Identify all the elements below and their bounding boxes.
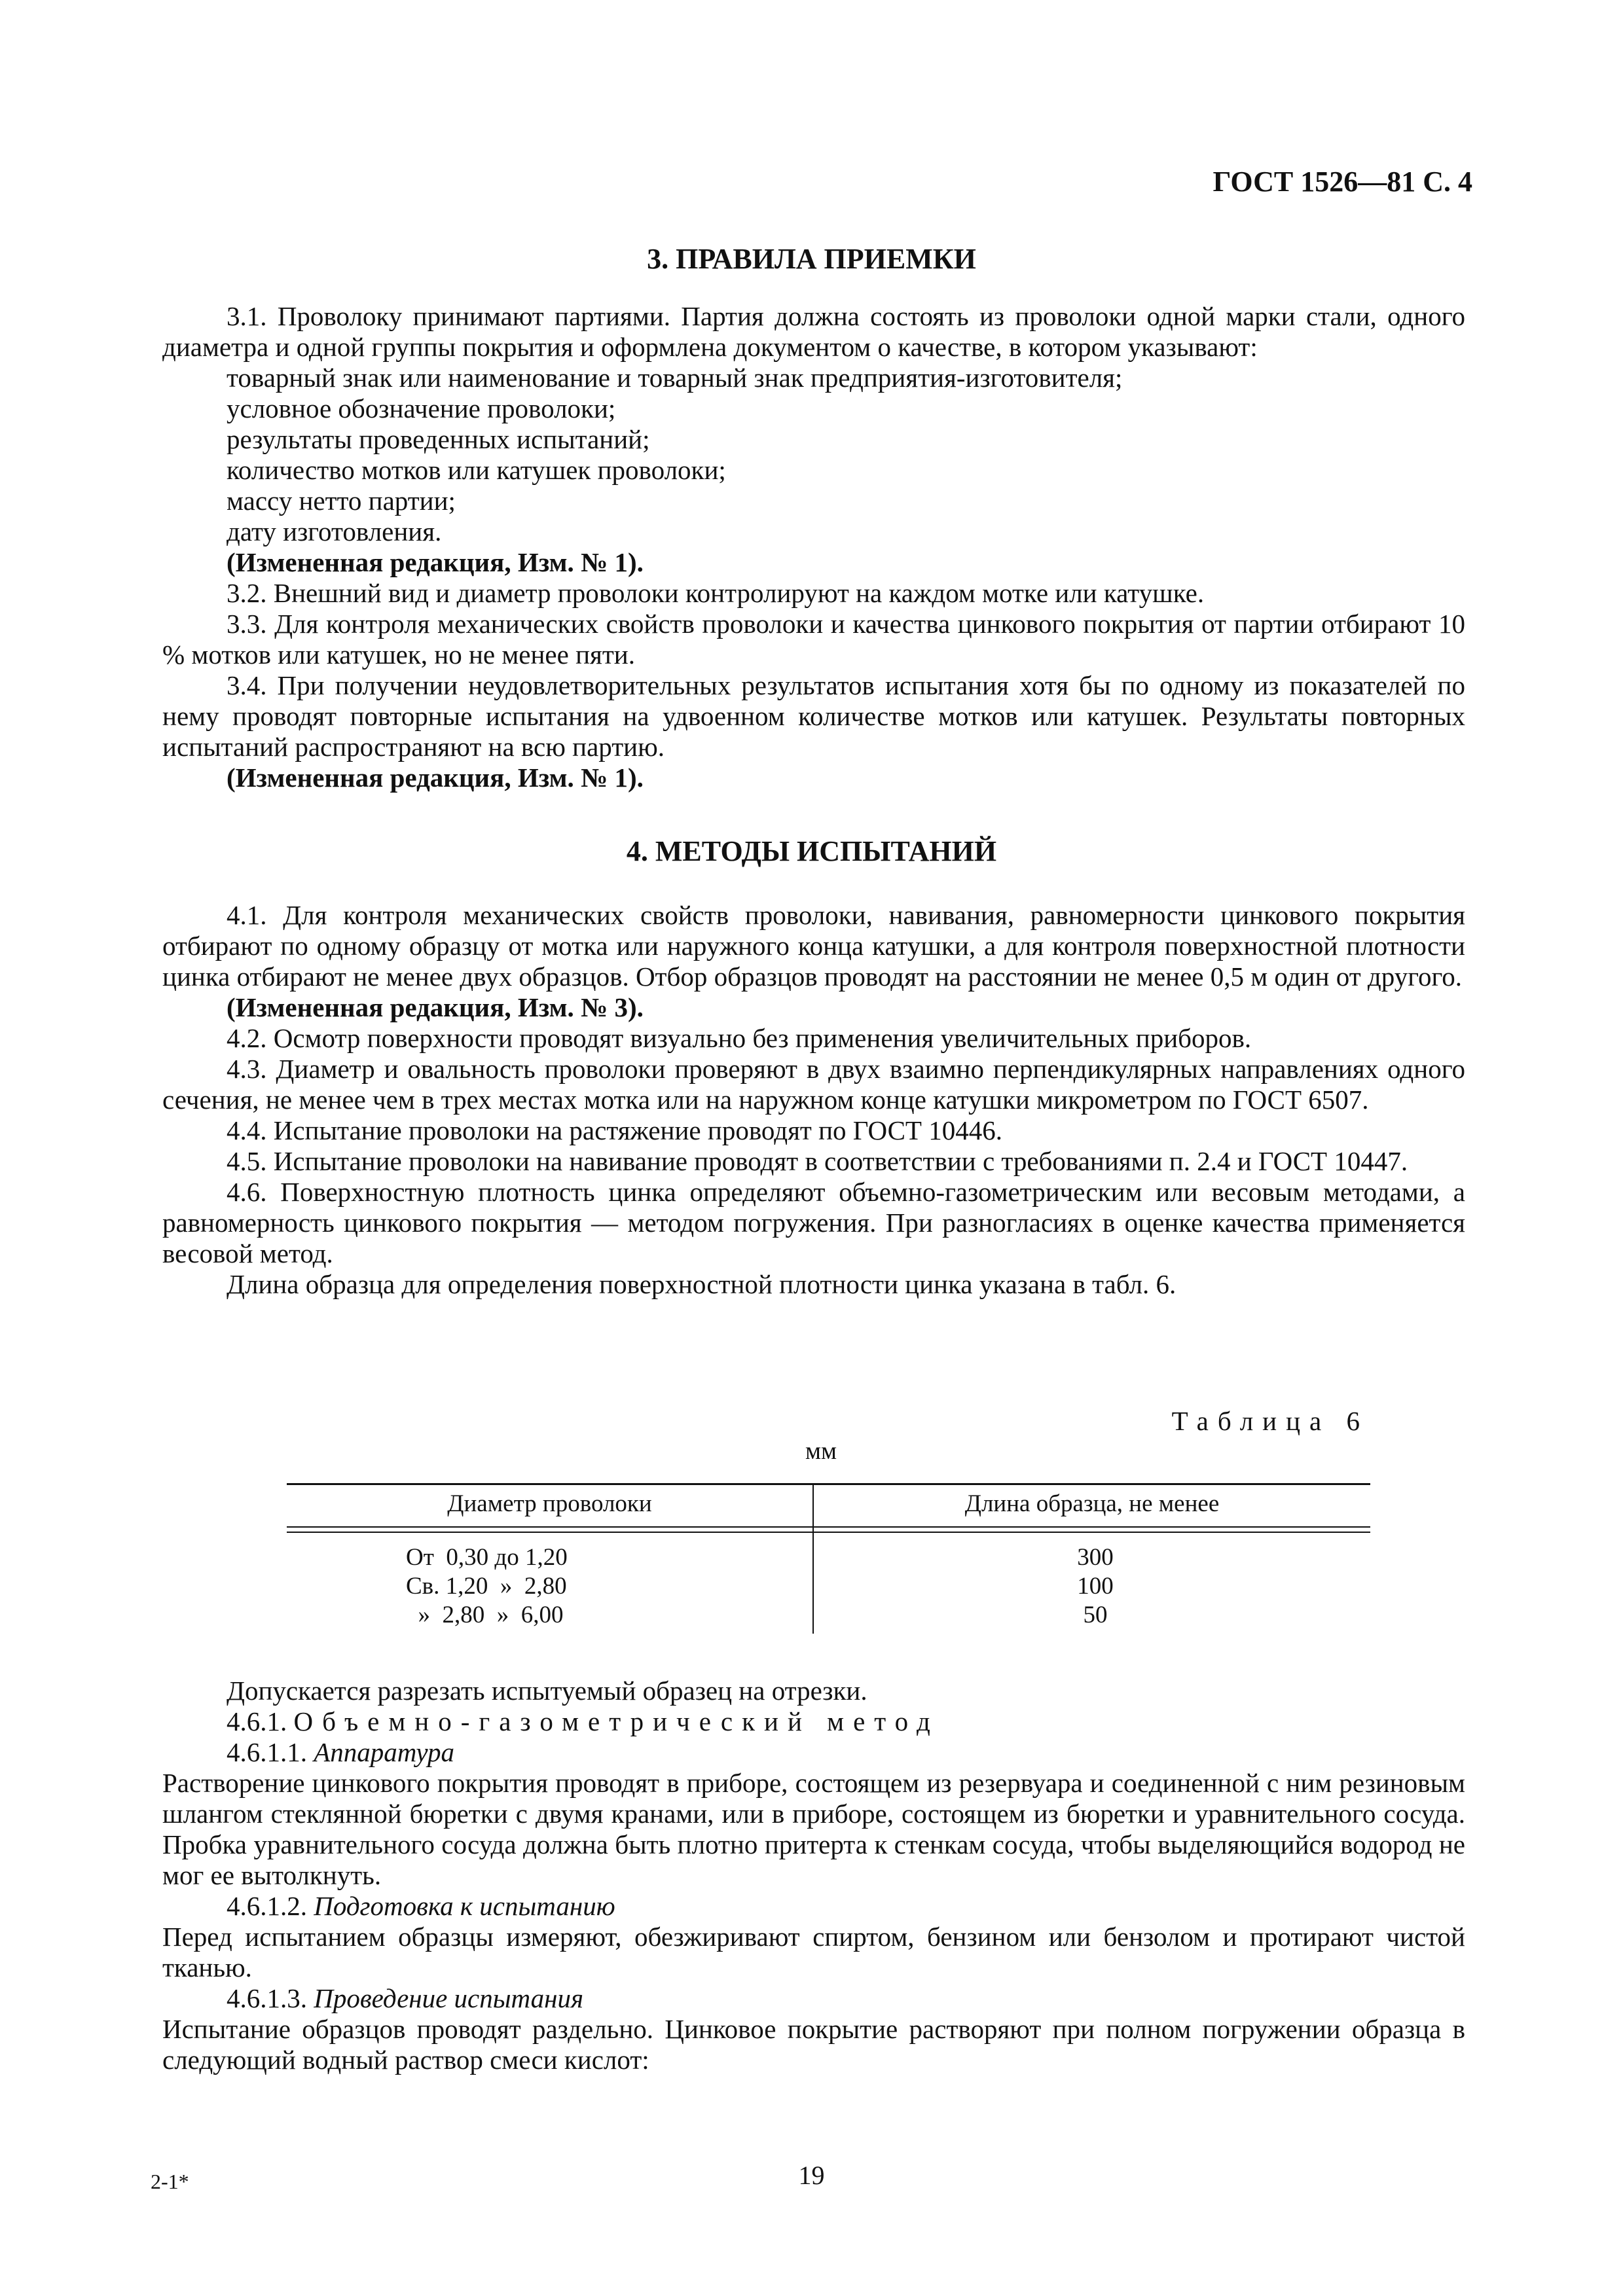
section-4-body [162, 900, 1465, 1300]
paragraph-3-3: 3.3. Для контроля механических свойств проволоки и качества цинкового покрытия от партии отбирают 10 % мотков или катушек, но не менее пяти. [162, 609, 1465, 670]
heading-title: Объемно-газометрический метод [293, 1706, 939, 1736]
heading-title: Аппаратура [314, 1737, 455, 1767]
paragraph-4-6-length: Длина образца для определения поверхностной плотности цинка указана в табл. 6. [227, 1269, 1176, 1299]
table-rule [287, 1526, 1370, 1528]
subsection-heading-4-6-1-2 [162, 1891, 1465, 1922]
footer-signature: 2-1* [151, 2170, 189, 2193]
table-cell-length: 100 [1077, 1573, 1114, 1600]
table-units: мм [805, 1437, 837, 1465]
list-item: дату изготовления. [227, 516, 442, 547]
subsection-heading-4-6-1-1 [162, 1737, 1465, 1768]
subsection-heading-4-6-1 [162, 1706, 1465, 1737]
paragraph-preparation: Перед испытанием образцы измеряют, обезжиривают спиртом, бензином или бензолом и протирают чистой тканью. [162, 1922, 1465, 1982]
paragraph-3-1: 3.1. Проволоку принимают партиями. Партия должна состоять из проволоки одной марки стали, одного диаметра и одной группы покрытия и оформлена документом о качестве, в котором указывают: [162, 301, 1465, 362]
section-4-title: 4. МЕТОДЫ ИСПЫТАНИЙ [626, 835, 997, 867]
table-cell-diameter: От 0,30 до 1,20 [406, 1544, 568, 1571]
table-rule [287, 1483, 1370, 1485]
paragraph-cut-sample: Допускается разрезать испытуемый образец на отрезки. [227, 1676, 867, 1706]
table-cell-length: 300 [1077, 1544, 1114, 1571]
amendment-note: (Измененная редакция, Изм. № 3). [227, 992, 644, 1022]
paragraph-4-2: 4.2. Осмотр поверхности проводят визуально без применения увеличительных приборов. [227, 1023, 1252, 1053]
paragraph-3-4: 3.4. При получении неудовлетворительных результатов испытания хотя бы по одному из показателей по нему проводят повторные испытания на удвоенном количестве мотков или катушек. Результаты повторных испытаний распространяют на всю партию. [162, 670, 1465, 762]
document-reference: ГОСТ 1526—81 С. 4 [1213, 166, 1472, 198]
paragraph-4-3: 4.3. Диаметр и овальность проволоки проверяют в двух взаимно перпендикулярных направлениях одного сечения, не менее чем в трех местах мотка или на наружном конце катушки микрометром по ГОСТ 6507. [162, 1054, 1465, 1115]
paragraph-3-2: 3.2. Внешний вид и диаметр проволоки контролируют на каждом мотке или катушке. [227, 578, 1205, 608]
paragraph-4-1: 4.1. Для контроля механических свойств проволоки, навивания, равномерности цинкового покрытия отбирают по одному образцу от мотка или наружного конца катушки, а для контроля поверхностной плотности цинка отбирают не менее двух образцов. Отбор образцов проводят на расстоянии не менее 0,5 м один от другого. [162, 900, 1465, 992]
table-header-diameter: Диаметр проволоки [447, 1490, 652, 1517]
amendment-note: (Измененная редакция, Изм. № 1). [227, 762, 644, 793]
list-item: условное обозначение проволоки; [227, 393, 616, 423]
list-item: товарный знак или наименование и товарный знак предприятия-изготовителя; [227, 363, 1123, 393]
list-item: результаты проведенных испытаний; [227, 424, 650, 454]
heading-title: Проведение испытания [314, 1983, 584, 2013]
list-item: количество мотков или катушек проволоки; [227, 455, 726, 485]
table-cell-diameter: » 2,80 » 6,00 [406, 1602, 564, 1628]
paragraph-apparatus: Растворение цинкового покрытия проводят в приборе, состоящем из резервуара и соединенной с ним резиновым шлангом стеклянной бюретки с двумя кранами, или в приборе, состоящем из бюретки и уравнительного сосуда. Пробка уравнительного сосуда должна быть плотно притерта к стенкам сосуда, чтобы выделяющийся водород не мог ее вытолкнуть. [162, 1768, 1465, 1890]
section-3-title: 3. ПРАВИЛА ПРИЕМКИ [647, 243, 976, 275]
table-rule [287, 1532, 1370, 1533]
paragraph-4-6: 4.6. Поверхностную плотность цинка определяют объемно-газометрическим или весовым методами, а равномерность цинкового покрытия — методом погружения. При разногласиях в оценке качества применяется весовой метод. [162, 1177, 1465, 1268]
amendment-note: (Измененная редакция, Изм. № 1). [227, 547, 644, 577]
paragraph-4-4: 4.4. Испытание проволоки на растяжение проводят по ГОСТ 10446. [227, 1115, 1002, 1145]
heading-title: Подготовка к испытанию [314, 1891, 615, 1921]
table-cell-diameter: Св. 1,20 » 2,80 [406, 1573, 567, 1600]
heading-number: 4.6.1. [227, 1706, 287, 1736]
table-caption: Таблица 6 [1171, 1406, 1369, 1436]
heading-number: 4.6.1.2. [227, 1891, 307, 1921]
heading-number: 4.6.1.3. [227, 1983, 307, 2013]
section-3-body [162, 301, 1465, 793]
list-item: массу нетто партии; [227, 486, 456, 516]
page-number: 19 [798, 2161, 825, 2190]
table-header-length: Длина образца, не менее [964, 1490, 1220, 1517]
section-4-6-1-body [162, 1676, 1465, 2075]
heading-number: 4.6.1.1. [227, 1737, 307, 1767]
paragraph-test: Испытание образцов проводят раздельно. Цинковое покрытие растворяют при полном погружении образца в следующий водный раствор смеси кислот: [162, 2014, 1465, 2075]
subsection-heading-4-6-1-3 [162, 1983, 1465, 2014]
paragraph-4-5: 4.5. Испытание проволоки на навивание проводят в соответствии с требованиями п. 2.4 и ГОСТ 10447. [227, 1146, 1408, 1176]
table-cell-length: 50 [1083, 1602, 1108, 1628]
